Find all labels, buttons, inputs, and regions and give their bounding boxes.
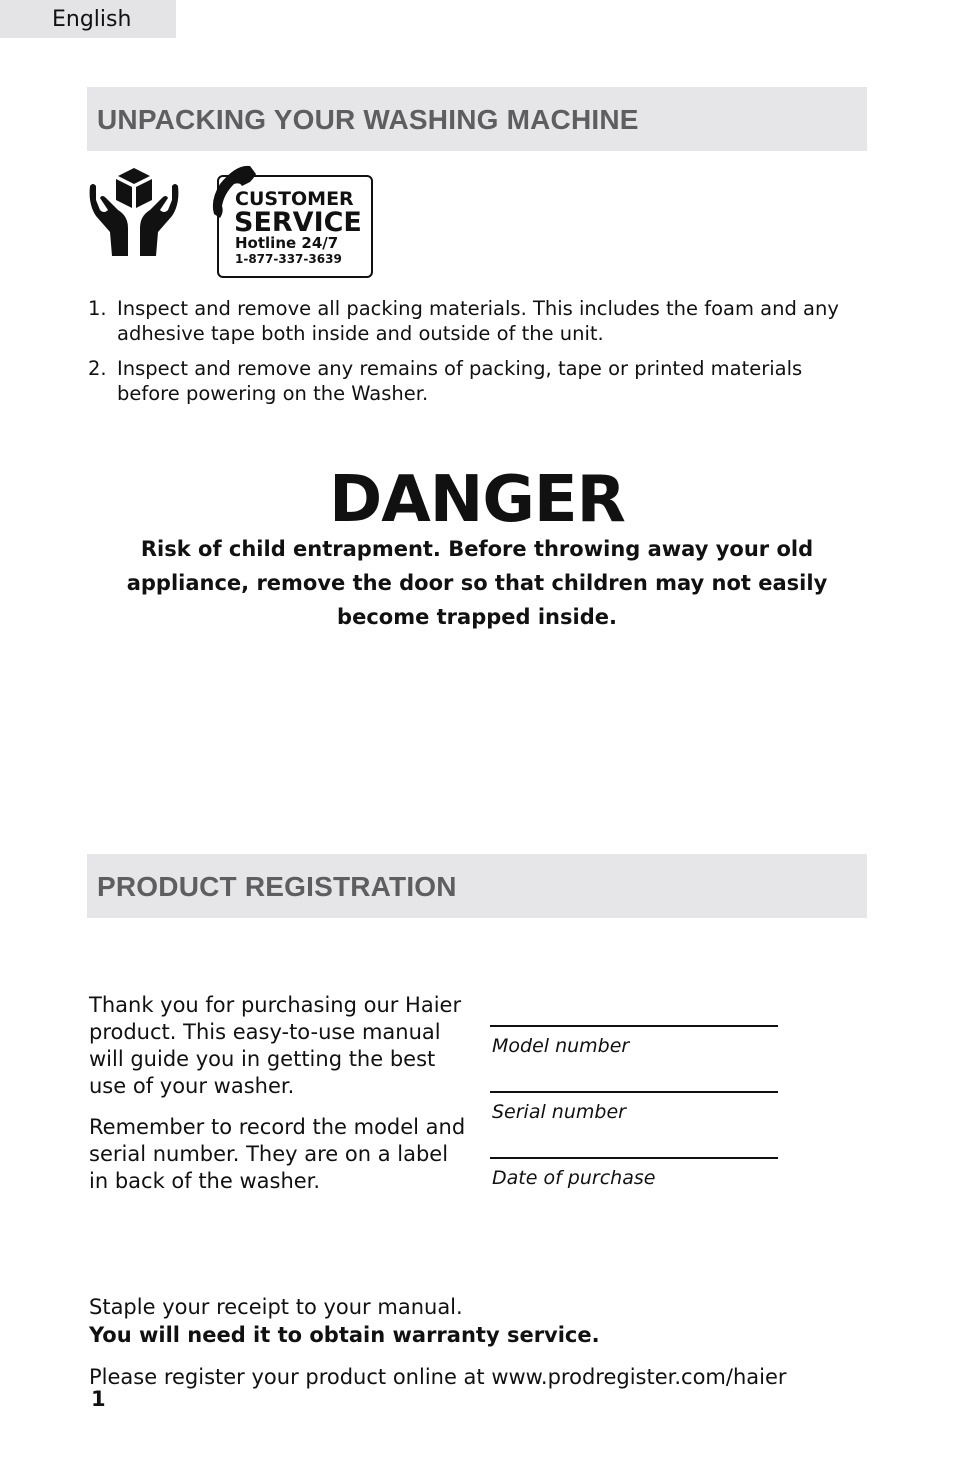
step-text: Inspect and remove all packing materials. This includes the foam and any adhesive tape both inside and outside of the unit. bbox=[117, 297, 839, 345]
page-number: 1 bbox=[91, 1387, 106, 1411]
serial-number-label: Serial number bbox=[492, 1101, 626, 1123]
step-text: Inspect and remove any remains of packing, tape or printed materials before powering on the Washer. bbox=[117, 357, 803, 405]
language-tab: English bbox=[0, 0, 176, 38]
cs-line3: Hotline 24/7 bbox=[235, 234, 339, 252]
date-of-purchase-field bbox=[490, 1157, 778, 1191]
danger-heading: DANGER bbox=[329, 463, 625, 537]
unpacking-section-header bbox=[87, 87, 867, 151]
registration-paragraph-2: Remember to record the model and serial number. They are on a label in back of the washer. bbox=[89, 1115, 466, 1193]
unpacking-steps bbox=[88, 296, 868, 416]
registration-intro bbox=[89, 992, 473, 1209]
date-of-purchase-label: Date of purchase bbox=[492, 1167, 656, 1189]
model-number-label: Model number bbox=[492, 1035, 630, 1057]
staple-receipt-note: Staple your receipt to your manual. bbox=[89, 1295, 463, 1319]
cs-line1: CUSTOMER bbox=[235, 188, 354, 210]
register-online-note: Please register your product online at www.prodregister.com/haier bbox=[89, 1365, 787, 1389]
cs-line2: SERVICE bbox=[234, 207, 362, 238]
registration-paragraph-1: Thank you for purchasing our Haier product. This easy-to-use manual will guide you in getting the best use of your washer. bbox=[89, 993, 462, 1098]
list-item bbox=[88, 296, 868, 346]
list-item bbox=[88, 356, 868, 406]
warranty-note: You will need it to obtain warranty service. bbox=[89, 1323, 600, 1347]
registration-section-header bbox=[87, 854, 867, 918]
danger-warning-text: Risk of child entrapment. Before throwing away your old appliance, remove the door so that children may not easily become trapped inside. bbox=[126, 537, 828, 629]
handle-with-care-icon bbox=[88, 164, 180, 258]
registration-title: PRODUCT REGISTRATION bbox=[97, 871, 457, 902]
unpacking-title: UNPACKING YOUR WASHING MACHINE bbox=[97, 104, 639, 135]
cs-phone: 1-877-337-3639 bbox=[235, 252, 342, 266]
customer-service-logo bbox=[206, 162, 376, 280]
model-number-field bbox=[490, 1025, 778, 1059]
step-number: 2. bbox=[88, 357, 107, 380]
step-number: 1. bbox=[88, 297, 107, 320]
serial-number-field bbox=[490, 1091, 778, 1125]
